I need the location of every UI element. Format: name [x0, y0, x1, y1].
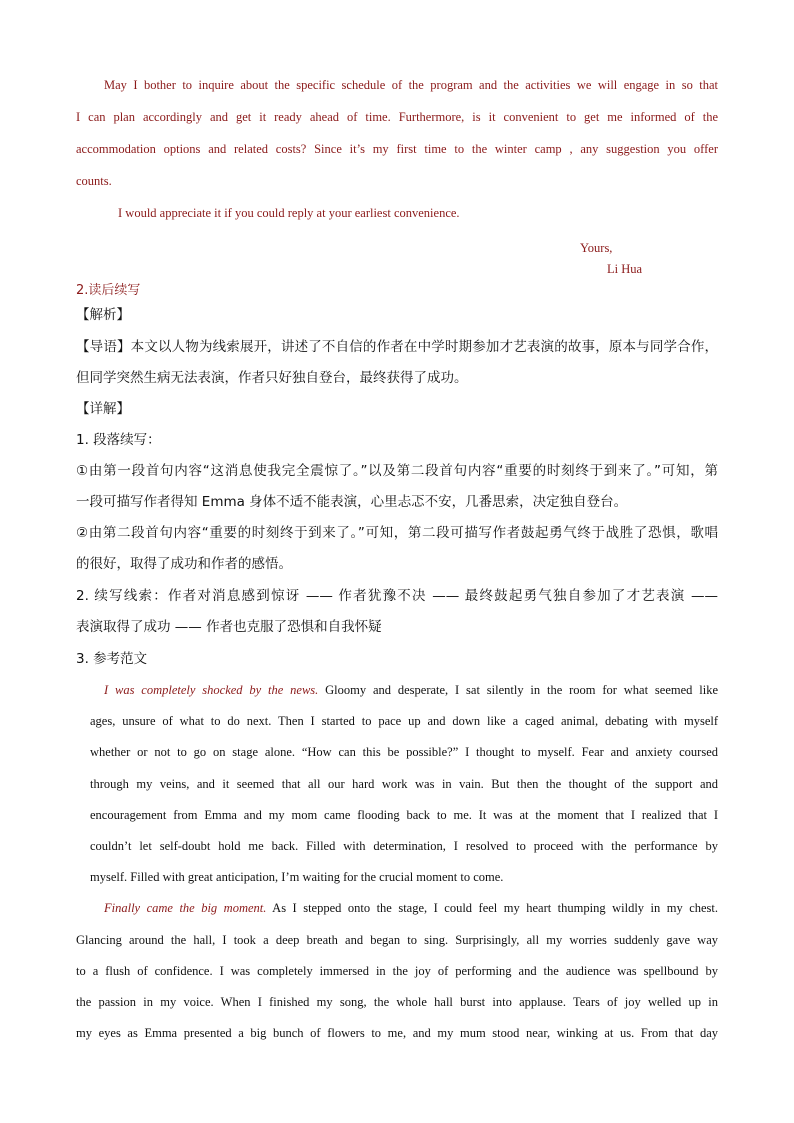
- essay-line: couldn’t let self-doubt hold me back. Filled with determination, I resolved to proceed with the performance by: [90, 839, 718, 853]
- section-title: 2.读后续写: [76, 283, 141, 298]
- essay-line: myself. Filled with great anticipation, I’m waiting for the crucial moment to come.: [90, 870, 504, 884]
- letter-sign-off: Yours,: [580, 241, 613, 255]
- item-2-line: 2. 续写线索：作者对消息感到惊讶 —— 作者犹豫不决 —— 最终鼓起勇气独自参加了才艺表演 ——: [76, 588, 718, 604]
- analysis-tag: 【解析】: [76, 307, 130, 323]
- essay-line: encouragement from Emma and my mom came flooding back to me. It was at the moment that I realized that I: [90, 808, 718, 822]
- item-1-title: 1. 段落续写：: [76, 432, 161, 448]
- essay-line: whether or not to go on stage alone. “How can this be possible?” I thought to myself. Fear and anxiety coursed: [90, 745, 718, 759]
- essay-p2-lead: Finally came the big moment.: [104, 901, 267, 915]
- essay-line: to a flush of confidence. I was completely immersed in the joy of performing and the audience was spellbound by: [76, 964, 718, 978]
- letter-line: counts.: [76, 174, 112, 188]
- item-1b-line: ②由第二段首句内容“重要的时刻终于到来了。”可知，第二段可描写作者鼓起勇气终于战胜了恐惧，歌唱: [76, 525, 718, 541]
- item-1a-line: ①由第一段首句内容“这消息使我完全震惊了。”以及第二段首句内容“重要的时刻终于到来了。”可知，第: [76, 463, 718, 479]
- item-1b-line: 的很好，取得了成功和作者的感悟。: [76, 556, 292, 572]
- essay-line: my eyes as Emma presented a big bunch of flowers to me, and my mum stood near, winking at us. From that day: [76, 1026, 718, 1040]
- letter-line: I can plan accordingly and get it ready ahead of time. Furthermore, is it convenient to get me informed of the: [76, 110, 718, 124]
- guide-line: 但同学突然生病无法表演，作者只好独自登台，最终获得了成功。: [76, 370, 468, 386]
- essay-p2-first-line: [104, 900, 718, 916]
- letter-signature: Li Hua: [607, 262, 643, 276]
- letter-line: accommodation options and related costs? Since it’s my first time to the winter camp , any suggestion you offer: [76, 142, 718, 156]
- essay-p1-rest: Gloomy and desperate, I sat silently in the room for what seemed like: [318, 683, 718, 697]
- essay-line: ages, unsure of what to do next. Then I started to pace up and down like a caged animal, debating with myself: [90, 714, 718, 728]
- essay-line: through my veins, and it seemed that all our hard work was in vain. But then the thought of the support and: [90, 777, 718, 791]
- essay-p1-lead: I was completely shocked by the news.: [104, 683, 319, 697]
- essay-p2-rest: As I stepped onto the stage, I could feel my heart thumping wildly in my chest.: [266, 901, 719, 915]
- essay-line: the passion in my voice. When I finished my song, the whole hall burst into applause. Tears of joy welled up in: [76, 995, 718, 1009]
- item-2-line: 表演取得了成功 —— 作者也克服了恐惧和自我怀疑: [76, 619, 382, 635]
- guide-line: 【导语】本文以人物为线索展开，讲述了不自信的作者在中学时期参加才艺表演的故事，原本与同学合作，: [76, 339, 718, 355]
- item-1a-line: 一段可描写作者得知 Emma 身体不适不能表演，心里忐忑不安，几番思索，决定独自登台。: [76, 494, 628, 510]
- item-3-title: 3. 参考范文: [76, 651, 148, 667]
- detail-tag: 【详解】: [76, 401, 130, 417]
- letter-closing: I would appreciate it if you could reply at your earliest convenience.: [118, 206, 460, 220]
- essay-p1-first-line: [104, 682, 718, 698]
- essay-line: Glancing around the hall, I took a deep breath and began to sing. Surprisingly, all my worries suddenly gave way: [76, 933, 718, 947]
- letter-line: May I bother to inquire about the specific schedule of the program and the activities we will engage in so that: [104, 78, 718, 92]
